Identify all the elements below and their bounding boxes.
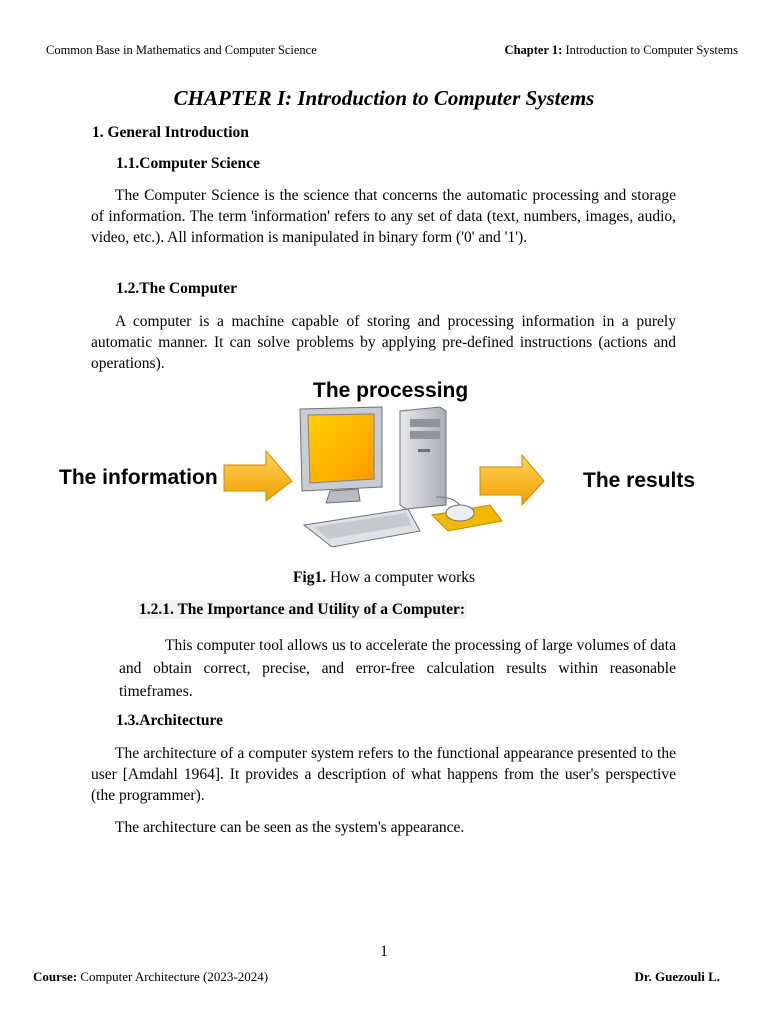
keyboard-icon xyxy=(304,509,420,547)
footer-course-label: Course: xyxy=(33,969,78,984)
figure-label-results: The results xyxy=(583,469,696,492)
header-chapter-label: Chapter 1: xyxy=(504,43,563,57)
paragraph-the-computer: A computer is a machine capable of storing and processing information in a purely automatic manner. It can solve problems by applying pre-defined instructions (actions and operations). xyxy=(91,313,676,372)
figure-caption-text: How a computer works xyxy=(326,569,476,586)
header-chapter-title: Introduction to Computer Systems xyxy=(562,43,738,57)
arrow-right-icon-output xyxy=(480,455,544,505)
arrow-right-icon-input xyxy=(224,451,292,501)
paragraph-architecture-appearance: The architecture can be seen as the system's appearance. xyxy=(115,819,465,836)
paragraph-architecture: The architecture of a computer system refers to the functional appearance presented to the user [Amdahl 1964]. It provides a description of what happens from the user's perspective (the programmer). xyxy=(91,745,676,804)
paragraph-importance-utility: This computer tool allows us to accelerate the processing of large volumes of data and obtain correct, precise, and error-free calculation results within reasonable timeframes. xyxy=(119,637,676,700)
computer-tower-icon xyxy=(400,407,446,509)
page-number: 1 xyxy=(380,943,388,960)
footer-course-text: Computer Architecture (2023-2024) xyxy=(77,969,269,984)
computer-diagram xyxy=(222,405,552,555)
page-title: CHAPTER I: Introduction to Computer Systems xyxy=(173,86,595,110)
footer-author: Dr. Guezouli L. xyxy=(634,969,720,984)
monitor-icon xyxy=(300,407,382,503)
section-heading-the-computer: 1.2.The Computer xyxy=(116,280,237,297)
header-left: Common Base in Mathematics and Computer Science xyxy=(46,43,317,57)
section-heading-computer-science: 1.1.Computer Science xyxy=(116,155,260,172)
section-heading-importance-utility-text: 1.2.1. The Importance and Utility of a Computer: xyxy=(139,601,466,618)
figure-caption xyxy=(0,569,768,587)
figure-label-processing: The processing xyxy=(313,379,469,402)
footer-left xyxy=(33,969,268,985)
section-heading-architecture: 1.3.Architecture xyxy=(116,712,224,729)
section-heading-importance-utility xyxy=(137,601,467,619)
header-right xyxy=(505,43,738,58)
figure-label-information: The information xyxy=(59,466,218,489)
section-heading-general-introduction: 1. General Introduction xyxy=(92,124,249,141)
paragraph-computer-science: The Computer Science is the science that concerns the automatic processing and storage of information. The term 'information' refers to any set of data (text, numbers, images, audio, video, etc.). All information is manipulated in binary form ('0' and '1'). xyxy=(91,187,676,246)
figure-caption-label: Fig1. xyxy=(292,569,327,586)
